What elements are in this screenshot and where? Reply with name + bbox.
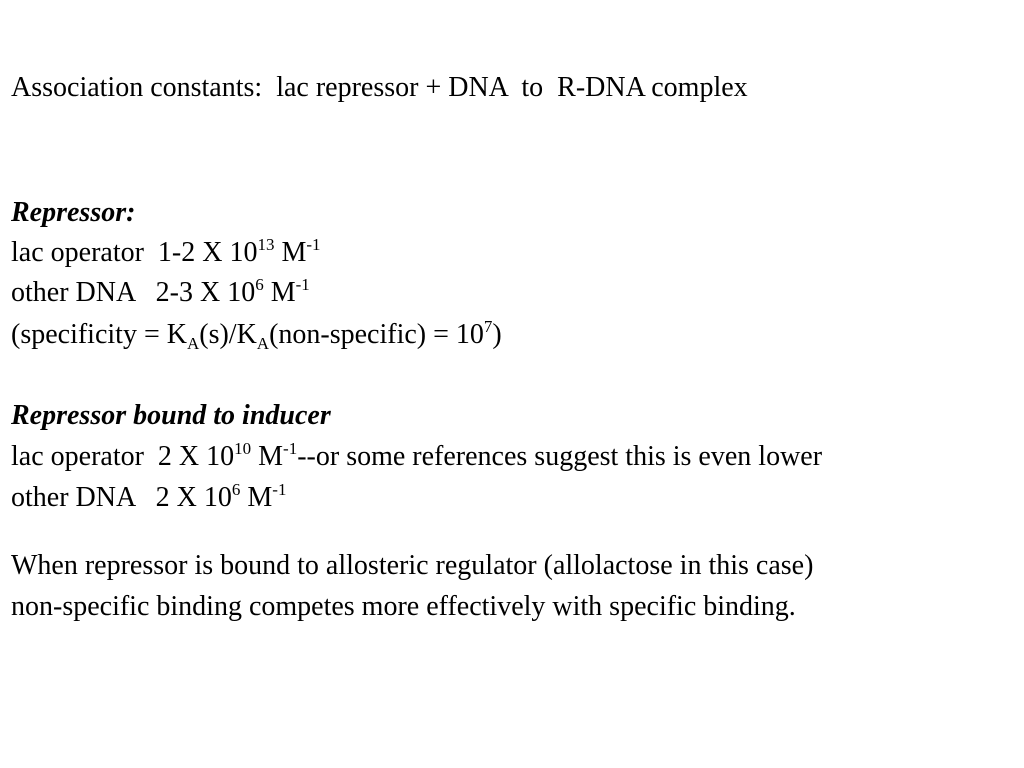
bound-operator-constant (11, 440, 822, 474)
specificity-exponent: 7 (483, 317, 493, 336)
specificity-line (11, 318, 502, 352)
operator-exponent: 13 (257, 235, 275, 254)
bound-heading: Repressor bound to inducer (11, 400, 331, 431)
repressor-other-dna-constant (11, 276, 310, 310)
bound-other-dna-unit-exponent: -1 (272, 480, 287, 499)
bound-operator-unit: M (251, 441, 284, 472)
specificity-text-2: (s)/K (199, 319, 257, 350)
bound-operator-unit-exponent: -1 (283, 439, 298, 458)
bound-operator-value-text: lac operator 2 X 10 (11, 441, 235, 472)
bound-other-dna-value-text: other DNA 2 X 10 (11, 482, 232, 513)
other-dna-value-text: other DNA 2-3 X 10 (11, 277, 256, 308)
bound-operator-exponent: 10 (234, 439, 252, 458)
bound-other-dna-constant (11, 481, 286, 515)
repressor-operator-constant (11, 236, 321, 270)
other-dna-unit: M (263, 277, 296, 308)
operator-unit-exponent: -1 (306, 235, 321, 254)
other-dna-unit-exponent: -1 (295, 275, 310, 294)
bound-other-dna-exponent: 6 (231, 480, 241, 499)
specificity-subscript-2: A (256, 334, 270, 353)
bound-other-dna-unit: M (240, 482, 273, 513)
repressor-heading: Repressor: (11, 197, 136, 228)
specificity-text-4: ) (492, 319, 502, 350)
specificity-text-1: (specificity = K (11, 319, 187, 350)
bound-operator-note: --or some references suggest this is even lower (297, 441, 823, 472)
conclusion-line-1: When repressor is bound to allosteric regulator (allolactose in this case) (11, 550, 814, 581)
conclusion-line-2: non-specific binding competes more effectively with specific binding. (11, 591, 796, 622)
operator-value-text: lac operator 1-2 X 10 (11, 237, 258, 268)
other-dna-exponent: 6 (255, 275, 264, 294)
specificity-text-3: (non-specific) = 10 (269, 319, 484, 350)
specificity-subscript-1: A (186, 334, 200, 353)
operator-unit: M (274, 237, 307, 268)
slide-title: Association constants: lac repressor + DNA to R-DNA complex (11, 72, 748, 103)
